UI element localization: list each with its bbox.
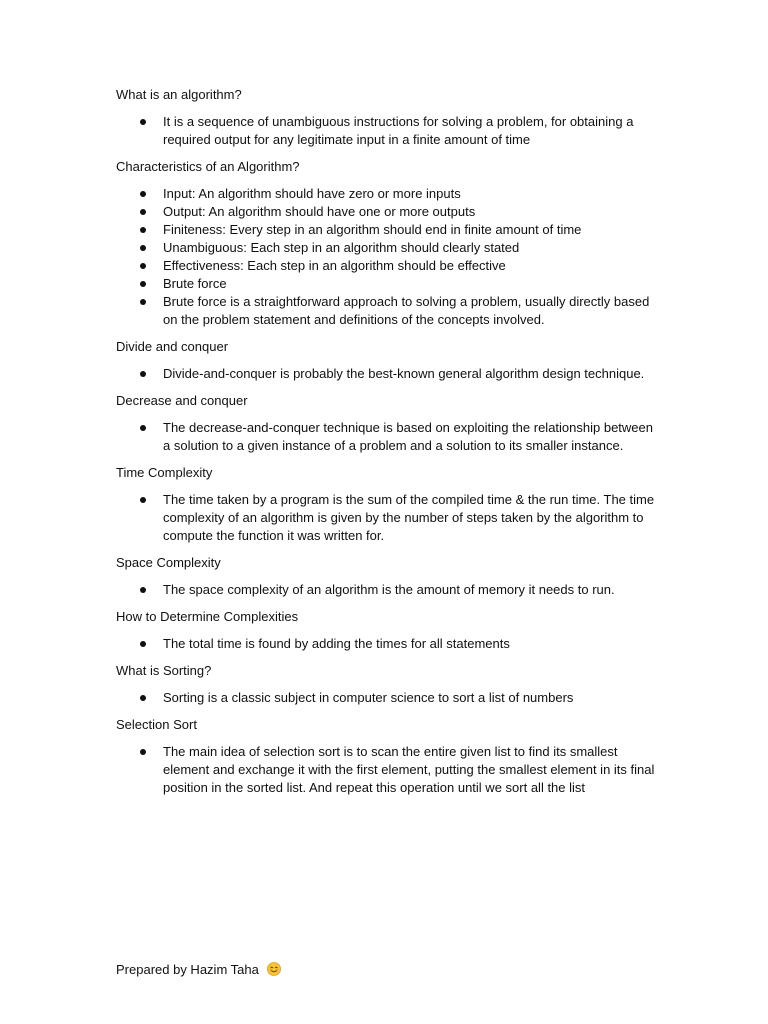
list-item: The decrease-and-conquer technique is based on exploiting the relationship between a solution to a given instance of a problem and a solution to its smaller instance. <box>116 419 656 455</box>
bullet-list <box>116 581 656 599</box>
list-item: Output: An algorithm should have one or more outputs <box>116 203 656 221</box>
section-heading: Divide and conquer <box>116 339 229 354</box>
bullet-list <box>116 743 656 797</box>
list-item: Input: An algorithm should have zero or more inputs <box>116 185 656 203</box>
section-heading: What is an algorithm? <box>116 87 242 102</box>
section-heading: How to Determine Complexities <box>116 609 299 624</box>
list-item: Effectiveness: Each step in an algorithm should be effective <box>116 257 656 275</box>
list-item: Sorting is a classic subject in computer science to sort a list of numbers <box>116 689 656 707</box>
list-item: Divide-and-conquer is probably the best-known general algorithm design technique. <box>116 365 656 383</box>
bullet-list <box>116 113 656 149</box>
list-item: Unambiguous: Each step in an algorithm should clearly stated <box>116 239 656 257</box>
list-item: The time taken by a program is the sum of the compiled time & the run time. The time complexity of an algorithm is given by the number of steps taken by the algorithm to compute the function it was written for. <box>116 491 656 545</box>
section-heading: Space Complexity <box>116 555 221 570</box>
bullet-list <box>116 635 656 653</box>
section-heading: Decrease and conquer <box>116 393 248 408</box>
bullet-list <box>116 419 656 455</box>
list-item: It is a sequence of unambiguous instructions for solving a problem, for obtaining a required output for any legitimate input in a finite amount of time <box>116 113 656 149</box>
document-body <box>116 86 656 806</box>
section-heading: Selection Sort <box>116 717 197 732</box>
list-item: Brute force is a straightforward approach to solving a problem, usually directly based on the problem statement and definitions of the concepts involved. <box>116 293 656 329</box>
smiling-face-icon <box>267 962 281 976</box>
section-heading: Characteristics of an Algorithm? <box>116 159 300 174</box>
bullet-list <box>116 185 656 329</box>
list-item: Brute force <box>116 275 656 293</box>
list-item: The total time is found by adding the times for all statements <box>116 635 656 653</box>
footer <box>116 961 281 979</box>
list-item: Finiteness: Every step in an algorithm should end in finite amount of time <box>116 221 656 239</box>
section-heading: What is Sorting? <box>116 663 212 678</box>
footer-text: Prepared by Hazim Taha <box>116 962 259 977</box>
bullet-list <box>116 365 656 383</box>
list-item: The main idea of selection sort is to scan the entire given list to find its smallest element and exchange it with the first element, putting the smallest element in its final position in the sorted list. And repeat this operation until we sort all the list <box>116 743 656 797</box>
bullet-list <box>116 491 656 545</box>
section-heading: Time Complexity <box>116 465 213 480</box>
bullet-list <box>116 689 656 707</box>
list-item: The space complexity of an algorithm is the amount of memory it needs to run. <box>116 581 656 599</box>
